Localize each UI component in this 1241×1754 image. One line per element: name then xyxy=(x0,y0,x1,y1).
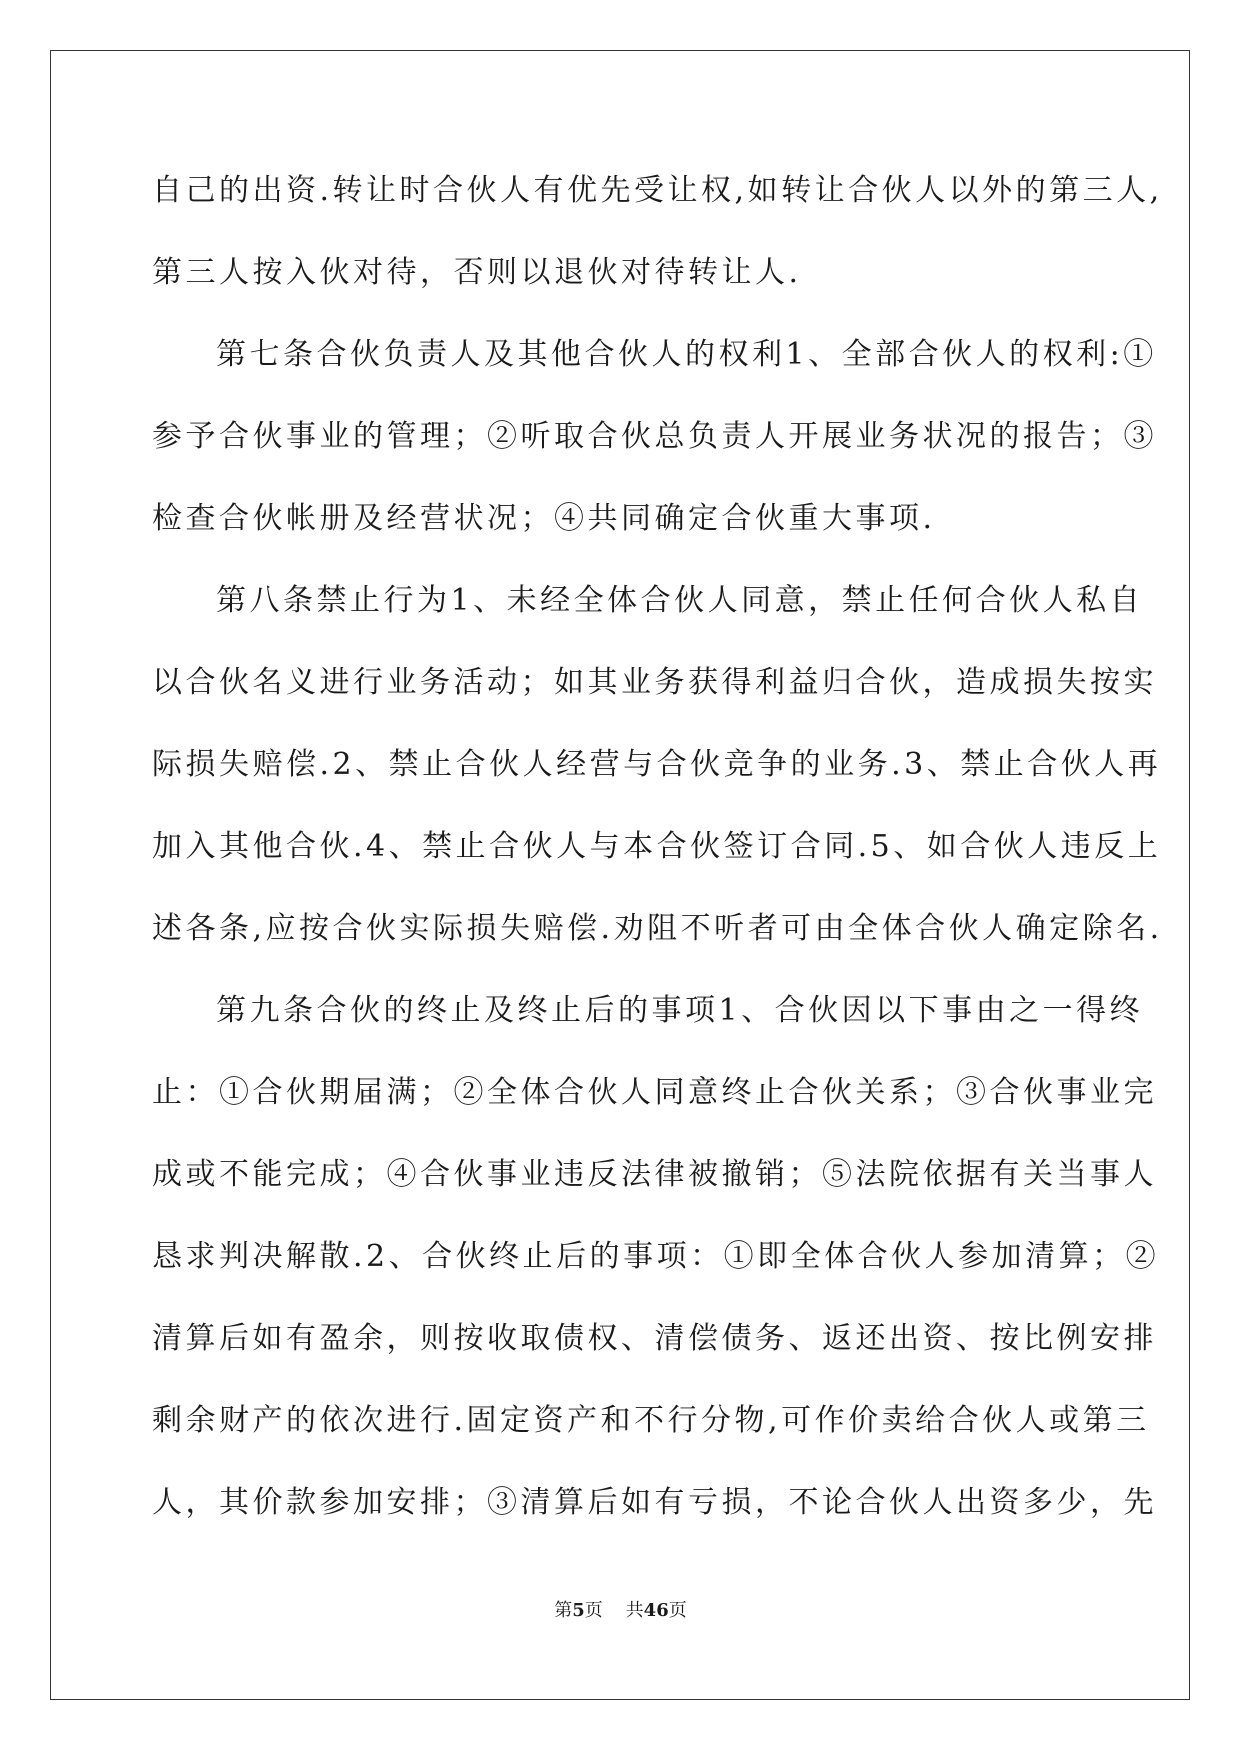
text-line: 清算后如有盈余，则按收取债权、清偿债务、返还出资、按比例安排 xyxy=(152,1321,1157,1356)
text-line: 恳求判决解散.2、合伙终止后的事项：①即全体合伙人参加清算；② xyxy=(152,1239,1160,1274)
text-line: 以合伙名义进行业务活动；如其业务获得利益归合伙，造成损失按实 xyxy=(152,665,1157,700)
page-suffix: 页 xyxy=(584,1600,603,1621)
text-line: 检查合伙帐册及经营状况；④共同确定合伙重大事项. xyxy=(152,501,936,536)
text-line: 人，其价款参加安排；③清算后如有亏损，不论合伙人出资多少，先 xyxy=(152,1485,1157,1520)
article-9-heading-line: 第九条合伙的终止及终止后的事项1、合伙因以下事由之一得终 xyxy=(216,993,1144,1028)
text-line: 加入其他合伙.4、禁止合伙人与本合伙签订合同.5、如合伙人违反上 xyxy=(152,829,1162,864)
text-line: 参予合伙事业的管理；②听取合伙总负责人开展业务状况的报告；③ xyxy=(152,419,1157,454)
total-suffix: 页 xyxy=(668,1600,687,1621)
total-prefix: 共 xyxy=(625,1600,644,1621)
text-line: 第三人按入伙对待，否则以退伙对待转让人. xyxy=(152,255,802,290)
text-line: 止：①合伙期届满；②全体合伙人同意终止合伙关系；③合伙事业完 xyxy=(152,1075,1157,1110)
text-line: 际损失赔偿.2、禁止合伙人经营与合伙竞争的业务.3、禁止合伙人再 xyxy=(152,747,1162,782)
page-prefix: 第 xyxy=(554,1600,573,1621)
text-line: 剩余财产的依次进行.固定资产和不行分物,可作价卖给合伙人或第三 xyxy=(152,1403,1150,1438)
text-line: 述各条,应按合伙实际损失赔偿.劝阻不听者可由全体合伙人确定除名. xyxy=(152,911,1163,946)
text-line: 自己的出资.转让时合伙人有优先受让权,如转让合伙人以外的第三人, xyxy=(152,173,1163,208)
text-line: 成或不能完成；④合伙事业违反法律被撤销；⑤法院依据有关当事人 xyxy=(152,1157,1157,1192)
page-footer xyxy=(0,1596,1241,1622)
article-8-heading-line: 第八条禁止行为1、未经全体合伙人同意，禁止任何合伙人私自 xyxy=(216,583,1144,618)
document-body xyxy=(152,150,1163,1544)
article-7-heading-line: 第七条合伙负责人及其他合伙人的权利1、全部合伙人的权利:① xyxy=(216,337,1157,372)
page-number: 5 xyxy=(572,1600,585,1621)
total-pages: 46 xyxy=(643,1600,669,1621)
